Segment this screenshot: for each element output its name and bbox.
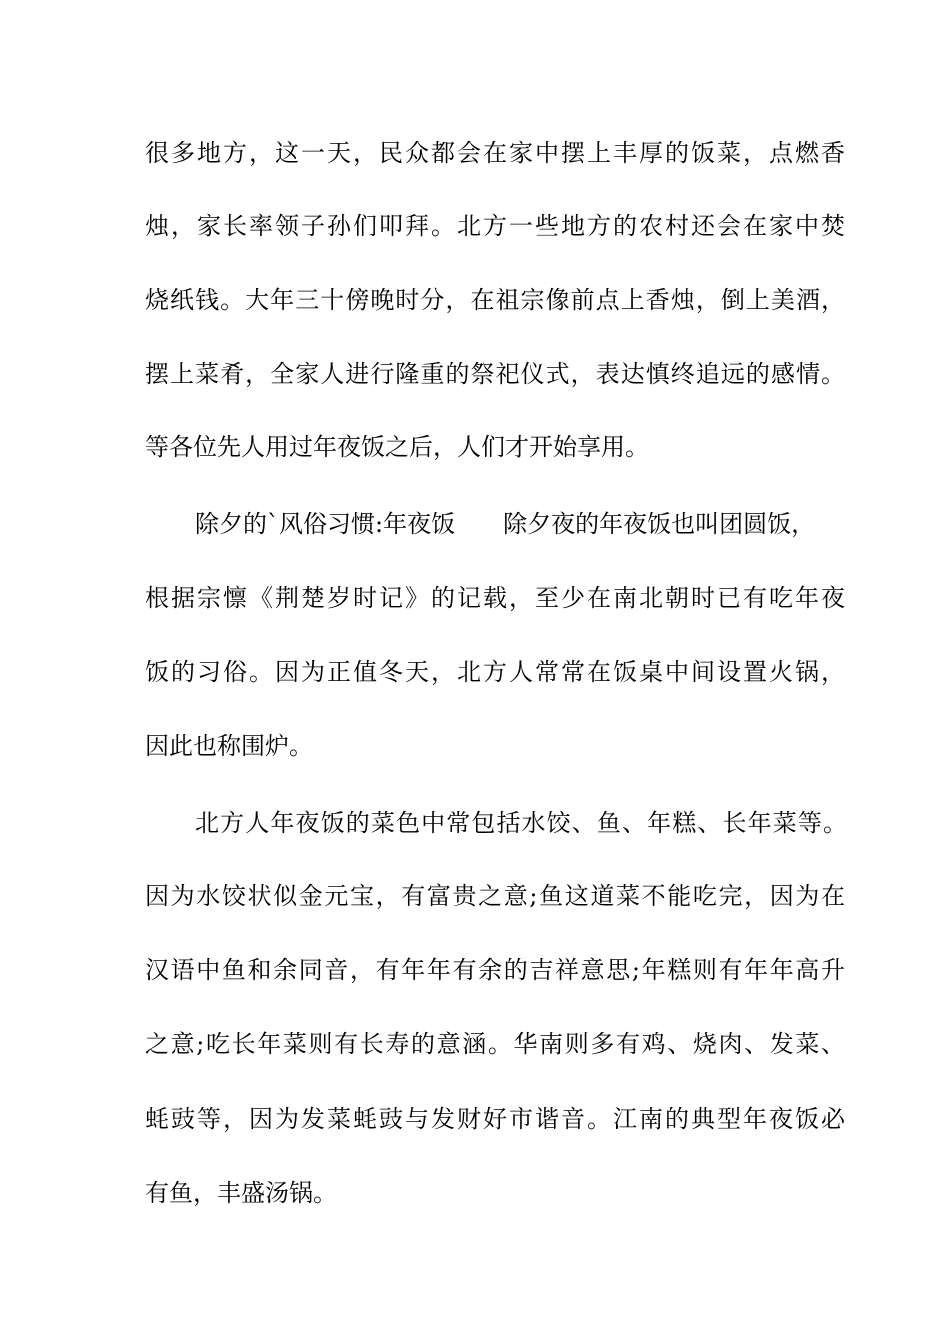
- paragraph-1-line-5: 等各位先人用过年夜饭之后，人们才开始享用。: [145, 433, 649, 461]
- paragraph-2-line-1: [195, 509, 847, 539]
- paragraph-3-line-2: 因为水饺状似金元宝，有富贵之意;鱼这道菜不能吃完，因为在: [145, 882, 845, 910]
- paragraph-2-line-3: 饭的习俗。因为正值冬天，北方人常常在饭桌中间设置火锅，: [145, 658, 845, 686]
- paragraph-3-line-4: 之意;吃长年菜则有长寿的意涵。华南则多有鸡、烧肉、发菜、: [145, 1030, 845, 1058]
- paragraph-2-line-1-text: 除夕夜的年夜饭也叫团圆饭，: [503, 510, 816, 538]
- paragraph-3-line-3: 汉语中鱼和余同音，有年年有余的吉祥意思;年糕则有年年高升: [145, 956, 845, 984]
- paragraph-1-line-2: 烛，家长率领子孙们叩拜。北方一些地方的农村还会在家中焚: [145, 212, 845, 240]
- paragraph-3-line-1: 北方人年夜饭的菜色中常包括水饺、鱼、年糕、长年菜等。: [195, 809, 847, 837]
- paragraph-1-line-3: 烧纸钱。大年三十傍晚时分，在祖宗像前点上香烛，倒上美酒，: [145, 286, 845, 314]
- section-heading: 除夕的`风俗习惯:年夜饭: [195, 510, 456, 538]
- paragraph-2-line-4: 因此也称围炉。: [145, 732, 313, 760]
- paragraph-2-line-2: 根据宗懔《荆楚岁时记》的记载，至少在南北朝时已有吃年夜: [145, 584, 845, 612]
- paragraph-3-line-6: 有鱼，丰盛汤锅。: [145, 1179, 337, 1207]
- paragraph-3-line-5: 蚝豉等，因为发菜蚝豉与发财好市谐音。江南的典型年夜饭必: [145, 1105, 845, 1133]
- paragraph-1-line-1: 很多地方，这一天，民众都会在家中摆上丰厚的饭菜，点燃香: [145, 139, 845, 167]
- paragraph-1-line-4: 摆上菜肴，全家人进行隆重的祭祀仪式，表达慎终追远的感情。: [145, 360, 845, 388]
